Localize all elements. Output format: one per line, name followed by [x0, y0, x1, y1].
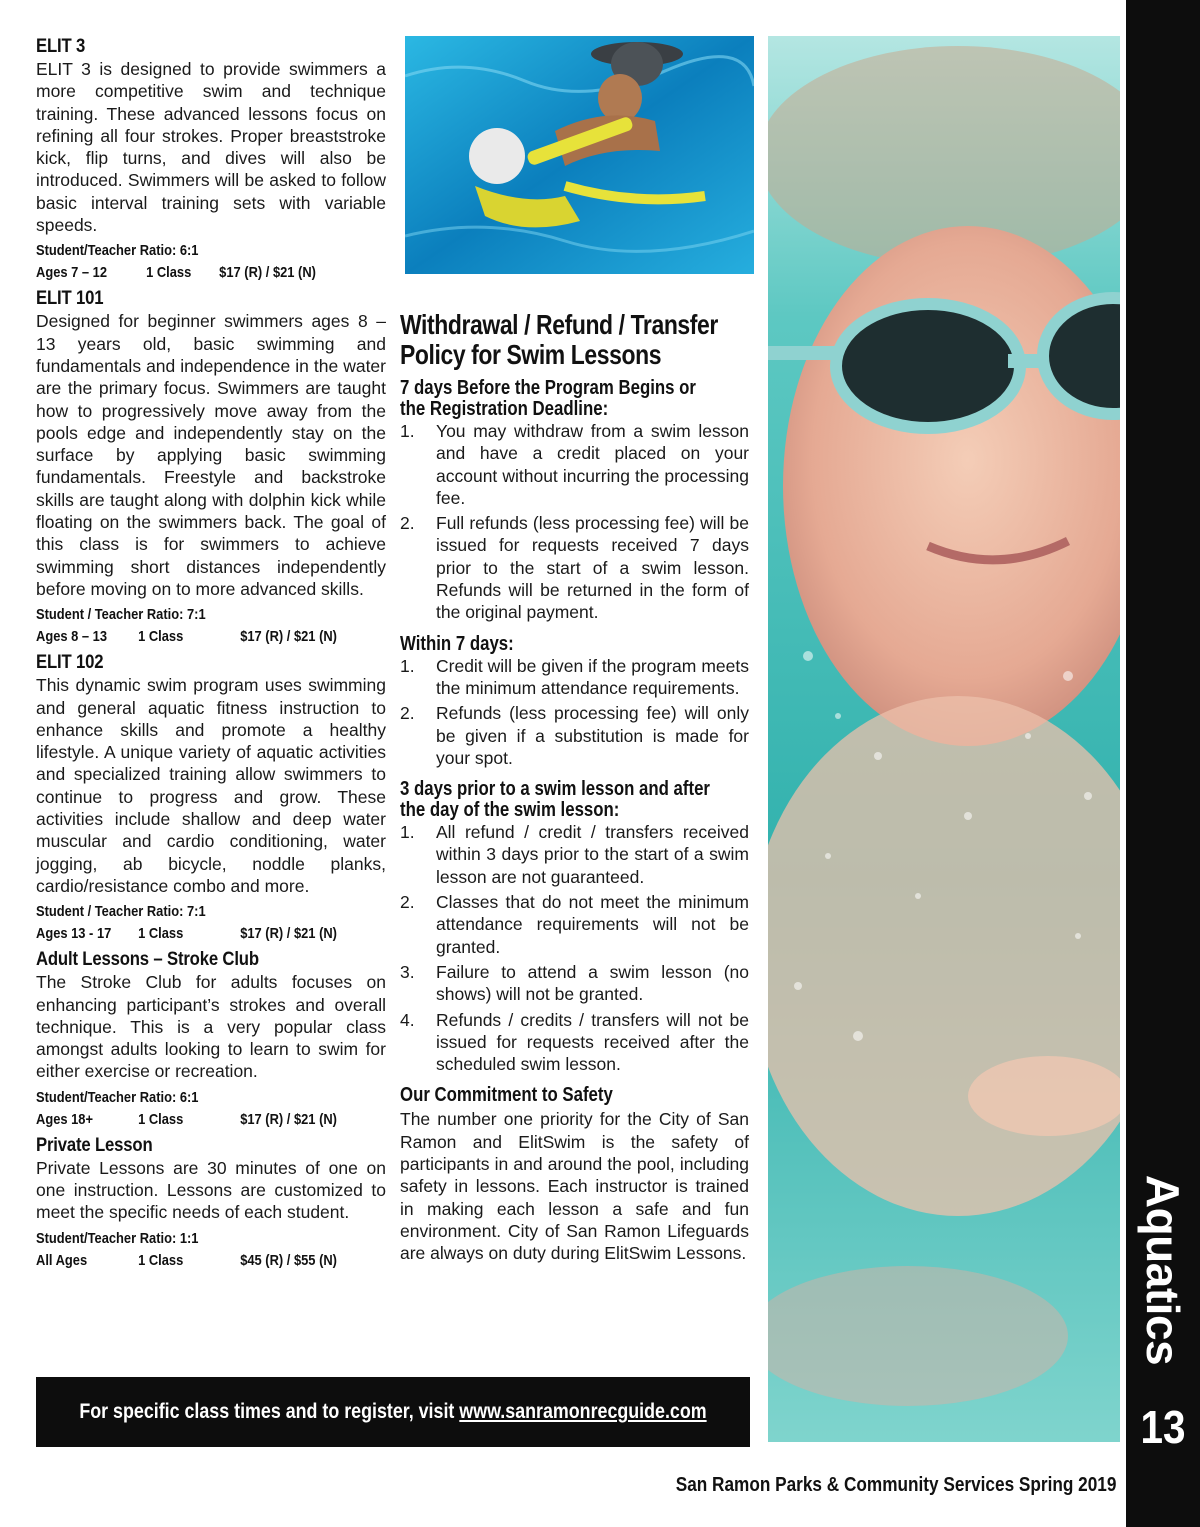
- list-item: 2. Full refunds (less processing fee) will be issued for requests received 7 days prior to the start of a swim lesson. Refunds will be returned in the form of the original payment.: [400, 513, 749, 623]
- class-title: ELIT 102: [36, 652, 104, 674]
- register-link[interactable]: www.sanramonrecguide.com: [459, 1400, 707, 1423]
- class-description: The Stroke Club for adults focuses on enhancing participant’s strokes and overall technique. This is a very popular class amongst adults looking to learn to swim for either exercise or recreation.: [36, 972, 386, 1082]
- list-item: 1. You may withdraw from a swim lesson and have a credit placed on your account without incurring the processing fee.: [400, 421, 749, 508]
- class-meta: [36, 262, 337, 284]
- class-price: $45 (R) / $55 (N): [240, 1251, 337, 1269]
- underwater-swimmer-illustration: [768, 36, 1120, 1442]
- class-elit102: [36, 652, 386, 945]
- class-ages: Ages 8 – 13: [36, 628, 108, 646]
- list-item: 2. Classes that do not meet the minimum attendance requirements will not be granted.: [400, 892, 749, 957]
- underwater-swimmer-photo: [768, 36, 1120, 1442]
- policy-sec1-head2: the Registration Deadline:: [400, 398, 609, 420]
- list-item: 3. Failure to attend a swim lesson (no shows) will not be granted.: [400, 961, 749, 1005]
- class-title: ELIT 3: [36, 36, 86, 57]
- class-ratio: Student/Teacher Ratio: 1:1: [36, 1229, 199, 1247]
- safety-body: The number one priority for the City of San Ramon and ElitSwim is the safety of participants in and around the pool, including safety in lessons. Each instructor is trained in making each lesson a safe and fun environment. City of San Ramon Lifeguards are always on duty during ElitSwim Lessons.: [400, 1109, 749, 1264]
- class-meta: [36, 626, 337, 648]
- policy-title-line1: Withdrawal / Refund / Transfer: [400, 309, 718, 340]
- class-elit101: [36, 288, 386, 648]
- class-price: $17 (R) / $21 (N): [240, 1110, 337, 1128]
- class-count: 1 Class: [146, 264, 192, 282]
- class-title: Private Lesson: [36, 1134, 153, 1156]
- policy-sec1-list: [400, 420, 749, 624]
- policy-sec3-list: [400, 821, 749, 1075]
- class-title: ELIT 101: [36, 288, 104, 310]
- class-meta: [36, 923, 337, 945]
- class-ratio: Student / Teacher Ratio: 7:1: [36, 903, 206, 921]
- section-label-text: Aquatics: [1137, 1174, 1190, 1366]
- class-meta: [36, 1109, 337, 1131]
- refund-policy: [400, 310, 749, 1265]
- footer-publication: San Ramon Parks & Community Services Spring 2019: [675, 1474, 1116, 1496]
- safety-head: Our Commitment to Safety: [400, 1084, 613, 1107]
- register-banner: [36, 1377, 750, 1447]
- class-ages: Ages 18+: [36, 1110, 94, 1128]
- swim-instructor-illustration: [405, 36, 754, 274]
- class-description: Designed for beginner swimmers ages 8 – 13 years old, basic swimming and fundamentals and independence in the water are the primary focus. Swimmers are taught how to progressively move away from the pools edge and independently stay on the surface by applying basic swimming fundamentals. Freestyle and backstroke skills are taught along with dolphin kick while floating on the swimmers back. The goal of this class is for swimmers to achieve swimming short distances independently before moving on to more advanced skills.: [36, 311, 386, 599]
- list-item: 4. Refunds / credits / transfers will not be issued for requests received after the scheduled swim lesson.: [400, 1009, 749, 1075]
- class-meta: [36, 1250, 337, 1272]
- class-ages: Ages 7 – 12: [36, 264, 108, 282]
- class-count: 1 Class: [138, 1251, 184, 1269]
- page-number: 13: [1140, 1401, 1186, 1453]
- list-item: 1. All refund / credit / transfers received within 3 days prior to the start of a swim lesson are not guaranteed.: [400, 822, 749, 887]
- class-count: 1 Class: [138, 1110, 184, 1128]
- class-description: ELIT 3 is designed to provide swimmers a more competitive swim and technique training. These advanced lessons focus on refining all four strokes. Proper breaststroke kick, flip turns, and dives will also be introduced. Swimmers will be asked to follow basic interval training sets with variable speeds.: [36, 59, 386, 236]
- class-description: This dynamic swim program uses swimming and general aquatic fitness instruction to enhance skills and promote a healthy lifestyle. A unique variety of aquatic activities and specialized training allow swimmers to continue to progress and grow. These activities include shallow and deep water muscular and cardio conditioning, water jogging, ab bicycle, noddle planks, cardio/resistance combo and more.: [36, 675, 386, 896]
- class-ratio: Student/Teacher Ratio: 6:1: [36, 1088, 199, 1106]
- class-listings: [36, 36, 386, 1272]
- policy-sec3-head2: the day of the swim lesson:: [400, 799, 620, 822]
- class-elit3: [36, 36, 386, 284]
- policy-title-line2: Policy for Swim Lessons: [400, 339, 662, 370]
- class-price: $17 (R) / $21 (N): [240, 628, 337, 646]
- class-price: $17 (R) / $21 (N): [240, 925, 337, 943]
- class-adult: [36, 949, 386, 1130]
- class-ages: Ages 13 - 17: [36, 925, 112, 943]
- class-count: 1 Class: [138, 925, 184, 943]
- class-price: $17 (R) / $21 (N): [219, 264, 316, 282]
- section-label: [1126, 1160, 1200, 1380]
- class-ages: All Ages: [36, 1251, 88, 1269]
- swim-instructor-photo: [405, 36, 754, 274]
- class-title: Adult Lessons – Stroke Club: [36, 949, 259, 971]
- class-ratio: Student/Teacher Ratio: 6:1: [36, 242, 199, 260]
- class-ratio: Student / Teacher Ratio: 7:1: [36, 606, 206, 624]
- register-banner-text: For specific class times and to register, visit www.sanramonrecguide.com: [79, 1400, 707, 1423]
- list-item: 2. Refunds (less processing fee) will only be given if a substitution is made for your spot.: [400, 703, 749, 768]
- class-private: [36, 1135, 386, 1272]
- policy-sec2-list: [400, 655, 749, 769]
- class-count: 1 Class: [138, 628, 184, 646]
- policy-sec3-head1: 3 days prior to a swim lesson and after: [400, 778, 710, 801]
- list-item: 1. Credit will be given if the program meets the minimum attendance requirements.: [400, 655, 749, 698]
- class-description: Private Lessons are 30 minutes of one on one instruction. Lessons are customized to meet the specific needs of each student.: [36, 1157, 386, 1223]
- policy-sec2-head: Within 7 days:: [400, 632, 514, 655]
- policy-sec1-head1: 7 days Before the Program Begins or: [400, 377, 696, 399]
